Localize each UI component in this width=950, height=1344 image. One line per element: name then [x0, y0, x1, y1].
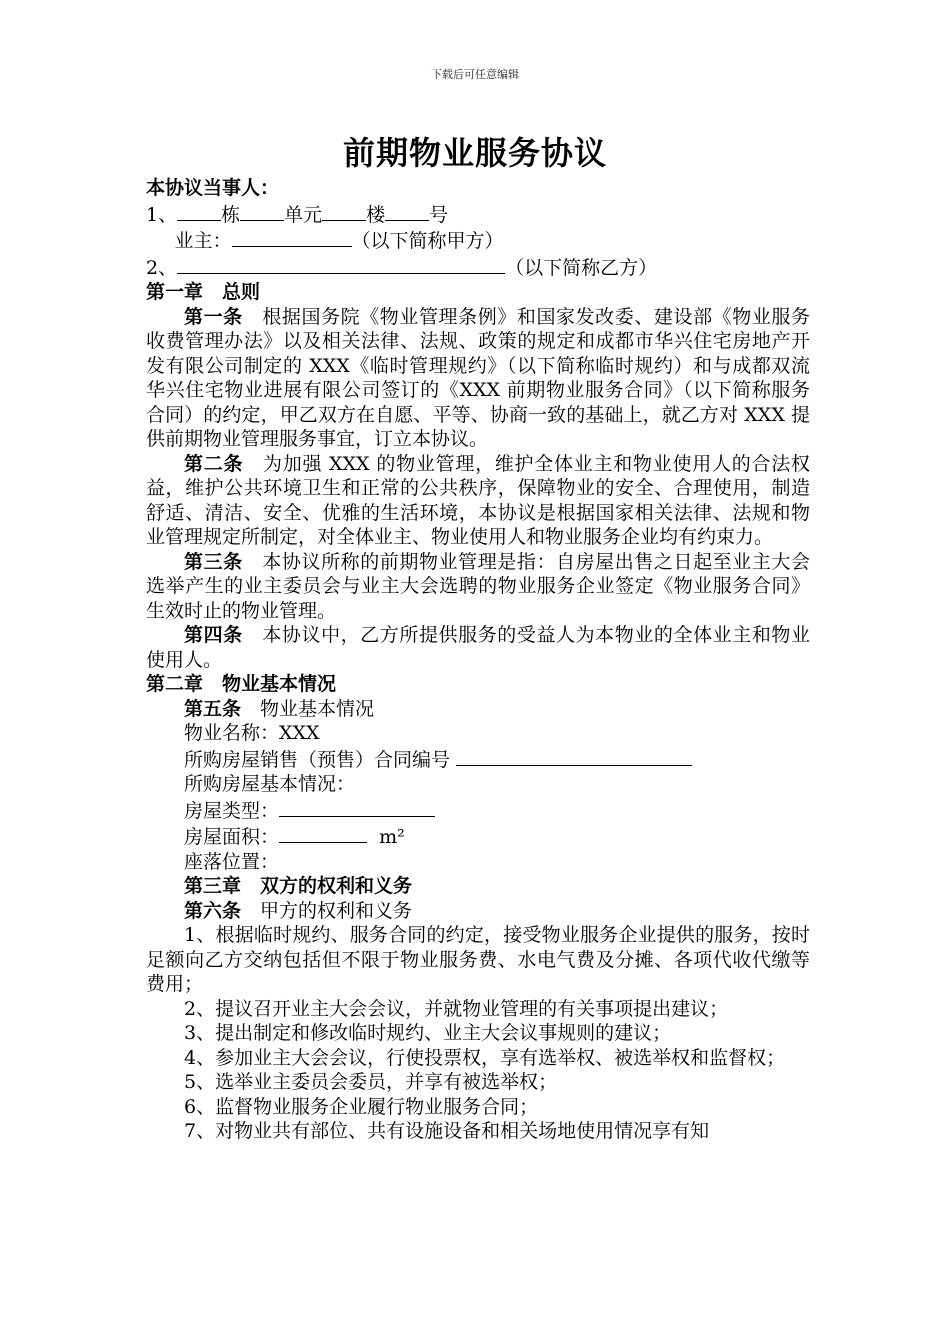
blank-unit: [240, 201, 284, 221]
chapter-3-title: 第三章 双方的权利和义务: [184, 875, 413, 897]
contract-number-label: 所购房屋销售（预售）合同编号: [184, 748, 451, 771]
article-6-label: 第六条: [184, 899, 242, 922]
house-basic-label: 所购房屋基本情况：: [184, 773, 356, 795]
blank-contract-number: [456, 746, 692, 766]
article-2-label: 第二条: [184, 452, 244, 475]
owner-label: 业主：: [174, 230, 232, 252]
list-item: 1、根据临时规约、服务合同的约定，接受物业服务企业提供的服务，按时足额向乙方交纳包括但不限于物业服务费、水电气费及分摊、各项代收代缴等费用；: [146, 924, 810, 995]
article-6: [146, 899, 810, 924]
blank-owner: [232, 227, 352, 247]
article-5-label: 第五条: [184, 697, 242, 720]
article-3-label: 第三条: [184, 550, 243, 573]
document-body: [146, 176, 810, 1144]
label-dong: 栋: [221, 203, 241, 226]
house-type-label: 房屋类型：: [184, 799, 280, 822]
chapter-2-title: 第二章 物业基本情况: [146, 673, 337, 695]
article-1-text: 根据国务院《物业管理条例》和国家发改委、建设部《物业服务收费管理办法》以及相关法律、法规、政策的规定和成都市华兴住宅房地产开发有限公司制定的 XXX《临时管理规约》（以下简称临时规约）和与成都双流华兴住宅物业进展有限公司签订的《XXX 前期物业服务合同》（以下简称服务合同）的约定，甲乙双方在自愿、平等、协商一致的基础上，就乙方对 XXX 提供前期物业管理服务事宜，订立本协议。: [146, 305, 810, 450]
parties-heading: 本协议当事人：: [146, 177, 280, 199]
article-1: [146, 305, 810, 452]
list-item: 6、监督物业服务企业履行物业服务合同；: [184, 1095, 539, 1118]
list-item: 7、对物业共有部位、共有设施设备和相关场地使用情况享有知: [184, 1120, 710, 1142]
label-unit: 单元: [284, 203, 323, 226]
article-2-text: 为加强 XXX 的物业管理，维护全体业主和物业使用人的合法权益，维护公共环境卫生和正常的公共秩序，保障物业的安全、合理使用，制造舒适、清洁、安全、优雅的生活环境，本协议是根据国家相关法律、法规和物业管理规定所制定，对全体业主、物业使用人和物业服务企业均有约束力。: [146, 452, 810, 548]
article-3-text: 本协议所称的前期物业管理是指：自房屋出售之日起至业主大会选举产生的业主委员会与业主大会选聘的物业服务企业签定《物业服务合同》生效时止的物业管理。: [146, 550, 810, 622]
article-2: [146, 452, 810, 550]
blank-floor: [322, 201, 366, 221]
list-item: 3、提出制定和修改临时规约、业主大会议事规则的建议；: [184, 1022, 672, 1044]
document-title: 前期物业服务协议: [342, 134, 607, 172]
house-area-line: [146, 823, 810, 850]
party-1-line: [146, 201, 810, 228]
article-5: [146, 697, 810, 722]
blank-building: [177, 201, 221, 221]
contract-number-line: [146, 746, 810, 773]
party-2-line: [146, 254, 810, 281]
article-5-text: 物业基本情况: [260, 697, 375, 720]
blank-house-area: [279, 823, 367, 843]
list-item: 5、选举业主委员会委员，并享有被选举权；: [184, 1071, 558, 1093]
party-1-prefix: 1、: [146, 203, 178, 226]
area-unit: m²: [379, 826, 405, 848]
owner-suffix: （以下简称甲方）: [351, 230, 504, 252]
blank-house-type: [279, 797, 435, 817]
article-4-text: 本协议中，乙方所提供服务的受益人为本物业的全体业主和物业使用人。: [146, 624, 810, 671]
label-floor: 楼: [366, 203, 386, 226]
article-1-label: 第一条: [184, 305, 243, 328]
header-note: 下载后可任意编辑: [431, 68, 519, 81]
party-2-prefix: 2、: [146, 256, 178, 279]
blank-party-2: [177, 254, 505, 274]
property-name: 物业名称：XXX: [184, 722, 320, 744]
location-line: 座落位置：: [184, 850, 280, 873]
label-number: 号: [429, 203, 449, 226]
party-2-suffix: （以下简称乙方）: [505, 256, 658, 279]
list-item: 4、参加业主大会会议，行使投票权，享有选举权、被选举权和监督权；: [184, 1046, 786, 1069]
house-type-line: [146, 797, 810, 824]
chapter-1-title: 第一章 总则: [146, 281, 261, 303]
owner-line: [146, 227, 810, 254]
article-4-label: 第四条: [184, 624, 243, 646]
article-4: [146, 623, 810, 672]
article-3: [146, 550, 810, 624]
blank-number: [385, 201, 429, 221]
house-area-label: 房屋面积：: [184, 826, 280, 848]
article-6-text: 甲方的权利和义务: [260, 899, 413, 922]
list-item: 2、提议召开业主大会会议，并就物业管理的有关事项提出建议；: [184, 997, 729, 1020]
